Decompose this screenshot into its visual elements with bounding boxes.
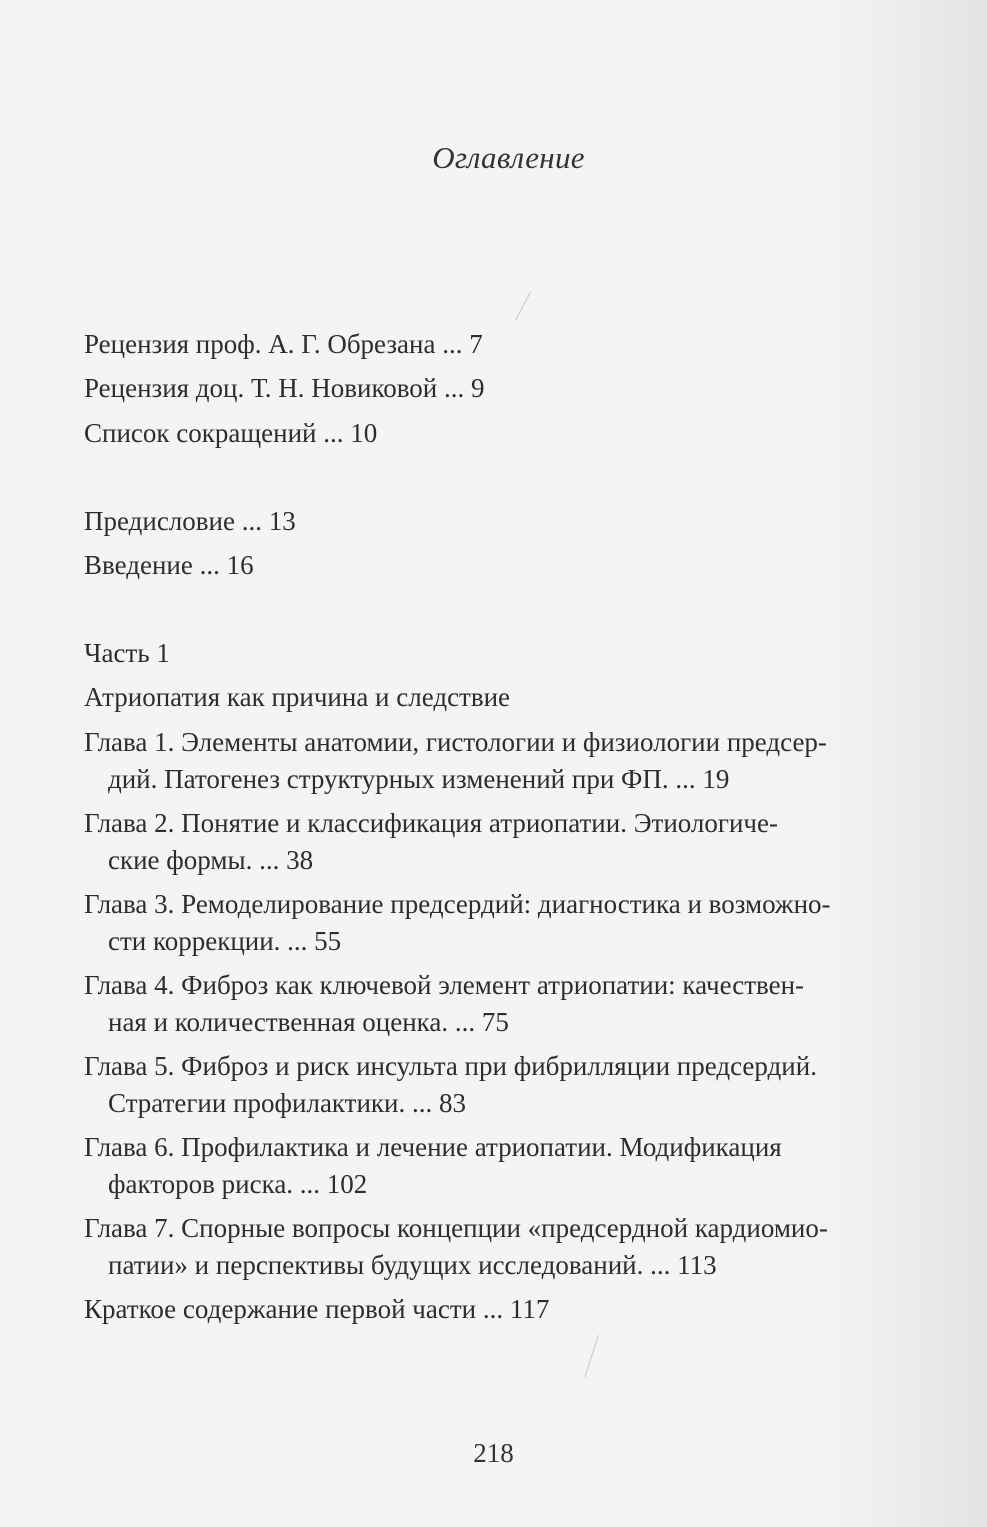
toc-entry-introduction: Введение ... 16	[84, 550, 254, 580]
paper-scratch-mark	[515, 292, 531, 321]
toc-chapter-2-line1: Глава 2. Понятие и классификация атриопатии. Этиологиче-	[84, 808, 778, 838]
toc-part-heading: Часть 1	[84, 638, 170, 668]
toc-chapter-6-line1: Глава 6. Профилактика и лечение атриопатии. Модификация	[84, 1132, 782, 1162]
toc-entry-review-obrezan: Рецензия проф. А. Г. Обрезана ... 7	[84, 329, 483, 359]
toc-entry-preface: Предисловие ... 13	[84, 506, 296, 536]
toc-chapter-5-line1: Глава 5. Фиброз и риск инсульта при фибрилляции предсердий.	[84, 1051, 817, 1081]
toc-chapter-7-line1: Глава 7. Спорные вопросы концепции «предсердной кардиомио-	[84, 1213, 828, 1243]
toc-chapter-3-line2: сти коррекции. ... 55	[108, 926, 342, 956]
toc-chapter-3-line1: Глава 3. Ремоделирование предсердий: диагностика и возможно-	[84, 889, 831, 919]
toc-chapter-7-line2: патии» и перспективы будущих исследований. ... 113	[108, 1250, 717, 1280]
toc-entry-abbreviations: Список сокращений ... 10	[84, 418, 378, 448]
toc-entry-review-novikova: Рецензия доц. Т. Н. Новиковой ... 9	[84, 373, 485, 403]
toc-chapter-1-line1: Глава 1. Элементы анатомии, гистологии и физиологии предсер-	[84, 727, 827, 757]
toc-chapter-4-line1: Глава 4. Фиброз как ключевой элемент атриопатии: качествен-	[84, 970, 805, 1000]
toc-chapter-1-line2: дий. Патогенез структурных изменений при ФП. ... 19	[108, 764, 730, 794]
paper-scratch-mark	[584, 1335, 599, 1377]
toc-entry-part-summary: Краткое содержание первой части ... 117	[84, 1294, 550, 1324]
toc-chapter-5-line2: Стратегии профилактики. ... 83	[108, 1088, 467, 1118]
toc-chapter-2-line2: ские формы. ... 38	[108, 845, 314, 875]
toc-chapter-6-line2: факторов риска. ... 102	[108, 1169, 368, 1199]
page-number: 218	[473, 1438, 514, 1468]
toc-chapter-4-line2: ная и количественная оценка. ... 75	[108, 1007, 509, 1037]
toc-part-title: Атриопатия как причина и следствие	[84, 682, 511, 712]
toc-title: Оглавление	[432, 140, 585, 175]
